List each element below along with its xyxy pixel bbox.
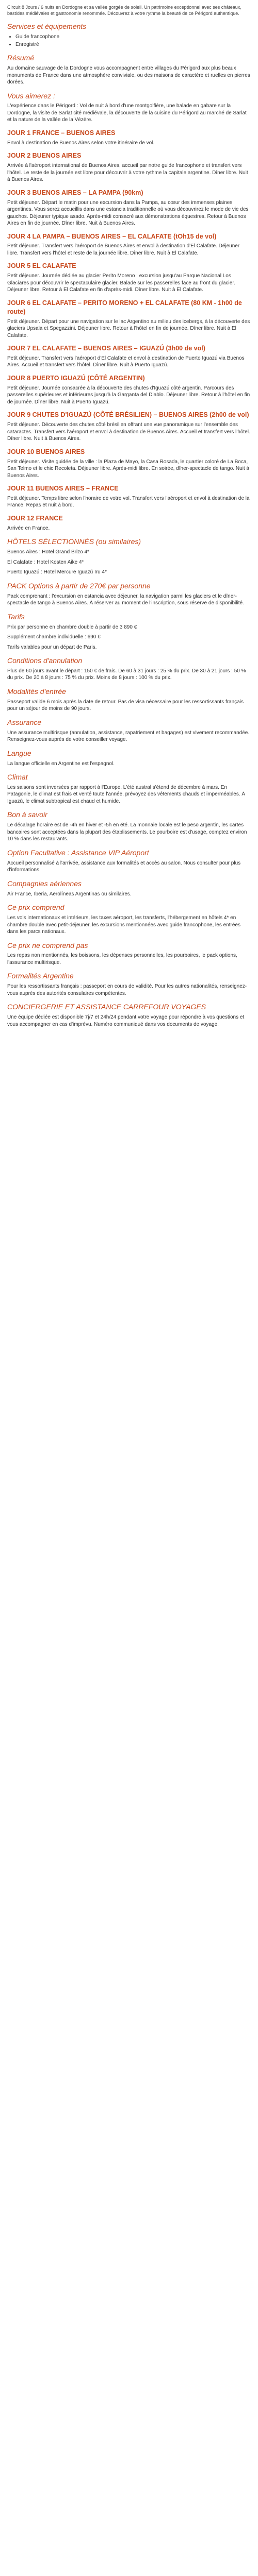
prix-ne-comprend-title: Ce prix ne comprend pas: [7, 941, 88, 950]
day-text: Arrivée en France.: [7, 525, 50, 531]
options-text: Accueil personnalisé à l'arrivée, assistance aux formalités et accès au salon. Nous consulter pour plus d'informations.: [7, 860, 241, 873]
day-12: [7, 514, 251, 532]
services-title: Services et équipements: [7, 22, 87, 31]
resume-text: Au domaine sauvage de la Dordogne vous accompagnent entre villages du Périgord aux plus beaux monuments de France dans une atmosphère conviviale, ou des maisons de caractère et ruelles en pierres dorées.: [7, 65, 250, 86]
day-8: [7, 374, 251, 405]
day-title: JOUR 6 EL CALAFATE – PERITO MORENO + EL CALAFATE (80 KM - 1h00 de route): [7, 299, 242, 315]
day-text: Arrivée à l'aéroport international de Buenos Aires, accueil par notre guide francophone et transfert vers l'hôtel. Le reste de la journée est libre pour découvrir à votre rythme la capitale argentine. Dîner libre. Nuit à Buenos Aires.: [7, 163, 248, 183]
day-4: [7, 232, 251, 257]
pack-text: Pack comprenant : l'excursion en estancia avec déjeuner, la navigation parmi les glaciers et le dîner-spectacle de tango à Buenos Aires. À réserver au moment de l'inscription, sous réserve de disponibilité.: [7, 593, 244, 606]
service-item: • Guide francophone: [15, 33, 251, 41]
langue-text: La langue officielle en Argentine est l'espagnol.: [7, 760, 115, 767]
formalites-text: Pour les ressortissants français : passeport en cours de validité. Pour les autres nationalités, renseignez-vous auprès des autorités consulaires compétentes.: [7, 984, 247, 996]
day-title: JOUR 4 LA PAMPA – BUENOS AIRES – EL CALAFATE (tOh15 de vol): [7, 232, 217, 240]
day-text: Petit déjeuner. Découverte des chutes côté brésilien offrant une vue panoramique sur l'ensemble des cataractes. Transfert vers l'aéroport et envol à destination de Buenos Aires. Accueil et transfert vers l'hôtel. Dîner libre. Nuit à Buenos Aires.: [7, 422, 250, 442]
assurance-title: Assurance: [7, 718, 42, 726]
conditions-text: Plus de 60 jours avant le départ : 150 € de frais. De 60 à 31 jours : 25 % du prix. De 30 à 21 jours : 50 % du prix. De 20 à 8 jours : 75 % du prix. Moins de 8 jours : 100 % du prix.: [7, 668, 246, 681]
services-list: [7, 33, 251, 48]
day-title: JOUR 10 BUENOS AIRES: [7, 448, 85, 455]
day-title: JOUR 5 EL CALAFATE: [7, 262, 76, 270]
day-10: [7, 448, 251, 479]
day-text: Petit déjeuner. Transfert vers l'aéroport d'El Calafate et envol à destination de Puerto Iguazú via Buenos Aires. Accueil et transfert vers l'hôtel. Dîner libre. Nuit à Puerto Iguazú.: [7, 355, 245, 368]
itinerary: [7, 129, 251, 532]
day-text: Petit déjeuner. Transfert vers l'aéroport de Buenos Aires et envol à destination d'El Calafate. Déjeuner libre. Transfert vers l'hôtel et reste de la journée libre. Dîner libre. Nuit à El Calafate.: [7, 243, 240, 256]
day-title: JOUR 8 PUERTO IGUAZÚ (CÔTÉ ARGENTIN): [7, 374, 145, 382]
resume-title: Résumé: [7, 54, 35, 62]
langue-title: Langue: [7, 749, 31, 757]
conciergerie-title: CONCIERGERIE ET ASSISTANCE CARREFOUR VOYAGES: [7, 1003, 206, 1011]
tarifs-line: Prix par personne en chambre double à partir de 3 890 €: [7, 624, 137, 630]
intro-text: Circuit 8 Jours / 6 nuits en Dordogne et sa vallée gorgée de soleil. Un patrimoine exceptionnel avec ses châteaux, bastides médiévales et gastronomie renommée. Découvrez à votre rythme la beauté de ce Périgord authentique.: [7, 5, 241, 16]
day-text: Petit déjeuner. Journée dédiée au glacier Perito Moreno : excursion jusqu'au Parque Nacional Los Glaciares pour découvrir le spectaculaire glacier. Balade sur les passerelles face au front du glacier. Déjeuner libre. Retour à El Calafate en fin d'après-midi. Dîner libre. Nuit à El Calafate.: [7, 273, 235, 293]
compagnies-text: Air France, Iberia, Aerolíneas Argentinas ou similaires.: [7, 891, 132, 897]
day-9: [7, 411, 251, 442]
conciergerie-text: Une équipe dédiée est disponible 7j/7 et 24h/24 pendant votre voyage pour répondre à vos questions et vous accompagner en cas d'imprévu. Numéro communiqué dans vos documents de voyage.: [7, 1014, 245, 1027]
day-title: JOUR 1 FRANCE – BUENOS AIRES: [7, 129, 116, 137]
day-title: JOUR 12 FRANCE: [7, 514, 63, 522]
modalites-title: Modalités d'entrée: [7, 687, 66, 696]
day-title: JOUR 11 BUENOS AIRES – FRANCE: [7, 485, 119, 493]
hotels-line: Puerto Iguazú : Hotel Mercure Iguazú Iru 4*: [7, 569, 107, 575]
conditions-title: Conditions d'annulation: [7, 656, 83, 665]
hotels-title: HÔTELS SÉLECTIONNÉS (ou similaires): [7, 537, 141, 546]
tarifs-line: Tarifs valables pour un départ de Paris.: [7, 644, 97, 650]
day-title: JOUR 9 CHUTES D'IGUAZÚ (CÔTÉ BRÉSILIEN) – BUENOS AIRES (2h00 de vol): [7, 411, 249, 419]
day-text: Envol à destination de Buenos Aires selon votre itinéraire de vol.: [7, 140, 155, 146]
day-title: JOUR 3 BUENOS AIRES – LA PAMPA (90km): [7, 189, 143, 196]
day-11: [7, 484, 251, 509]
day-6: [7, 299, 251, 339]
day-5: [7, 262, 251, 293]
prix-comprend-text: Les vols internationaux et intérieurs, les taxes aéroport, les transferts, l'hébergement en hôtels 4* en chambre double avec petit-déjeuner, les excursions mentionnées avec guide francophone, les entrées dans les parcs nationaux.: [7, 915, 240, 935]
hotels-line: El Calafate : Hotel Kosten Aike 4*: [7, 559, 84, 565]
options-title: Option Facultative : Assistance VIP Aéroport: [7, 848, 149, 857]
day-title: JOUR 7 EL CALAFATE – BUENOS AIRES – IGUAZÚ (3h00 de vol): [7, 345, 205, 352]
day-7: [7, 344, 251, 369]
hotels-line: Buenos Aires : Hotel Grand Brizo 4*: [7, 549, 89, 555]
prix-comprend-title: Ce prix comprend: [7, 903, 64, 912]
prix-ne-comprend-text: Les repas non mentionnés, les boissons, les dépenses personnelles, les pourboires, le pack options, l'assurance multirisque.: [7, 953, 237, 965]
climat-text: Les saisons sont inversées par rapport à l'Europe. L'été austral s'étend de décembre à mars. En Patagonie, le climat est frais et venté toute l'année, prévoyez des vêtements chauds et imperméables. À Iguazú, le climat subtropical est chaud et humide.: [7, 784, 246, 804]
day-2: [7, 151, 251, 183]
service-item: • Enregistré: [15, 41, 251, 48]
modalites-text: Passeport valide 6 mois après la date de retour. Pas de visa nécessaire pour les ressortissants français pour un séjour de moins de 90 jours.: [7, 699, 244, 712]
day-text: Petit déjeuner. Visite guidée de la ville : la Plaza de Mayo, la Casa Rosada, le quartier coloré de La Boca, San Telmo et le chic Recoleta. Déjeuner libre. Après-midi libre. En soirée, dîner-spectacle de tango. Nuit à Buenos Aires.: [7, 459, 249, 479]
vous-aimerez-text: L'expérience dans le Périgord : Vol de nuit à bord d'une montgolfière, une balade en gabare sur la Dordogne, la visite de Sarlat cité médiévale, la découverte de la cuisine du Périgord au marché de Sarlat et la nature de la vallée de la Vézère.: [7, 103, 247, 123]
page-container: [0, 0, 258, 1037]
formalites-title: Formalités Argentine: [7, 972, 74, 980]
day-text: Petit déjeuner. Temps libre selon l'horaire de votre vol. Transfert vers l'aéroport et envol à destination de la France. Repas et nuit à bord.: [7, 495, 250, 509]
climat-title: Climat: [7, 773, 28, 782]
day-3: [7, 189, 251, 227]
day-text: Petit déjeuner. Journée consacrée à la découverte des chutes d'Iguazú côté argentin. Parcours des passerelles supérieures et inférieures jusqu'à la Garganta del Diablo. Déjeuner libre. Retour à l'hôtel en fin de journée. Dîner libre. Nuit à Puerto Iguazú.: [7, 385, 250, 405]
vous-aimerez-title: Vous aimerez :: [7, 91, 55, 100]
day-text: Petit déjeuner. Départ pour une navigation sur le lac Argentino au milieu des icebergs, à la découverte des glaciers Upsala et Spegazzini. Déjeuner libre. Retour à l'hôtel en fin de journée. Dîner libre. Nuit à El Calafate.: [7, 318, 250, 338]
bon-savoir-text: Le décalage horaire est de -4h en hiver et -5h en été. La monnaie locale est le peso argentin, les cartes bancaires sont acceptées dans la plupart des établissements. Le pourboire est d'usage, comptez environ 10 % dans les restaurants.: [7, 822, 247, 842]
tarifs-title: Tarifs: [7, 612, 25, 621]
day-title: JOUR 2 BUENOS AIRES: [7, 152, 82, 160]
pack-title: PACK Options à partir de 270€ par personne: [7, 581, 151, 590]
bon-savoir-title: Bon à savoir: [7, 810, 47, 819]
tarifs-line: Supplément chambre individuelle : 690 €: [7, 634, 101, 640]
day-1: [7, 129, 251, 146]
compagnies-title: Compagnies aériennes: [7, 879, 82, 888]
assurance-text: Une assurance multirisque (annulation, assistance, rapatriement et bagages) est vivement recommandée. Renseignez-vous auprès de votre conseiller voyage.: [7, 730, 250, 743]
day-text: Petit déjeuner. Départ le matin pour une excursion dans la Pampa, au cœur des immenses plaines argentines. Vous serez accueillis dans une estancia traditionnelle où vous découvrirez le mode de vie des gauchos. Déjeuner typique asado. Après-midi consacré aux démonstrations équestres. Retour à Buenos Aires en fin de journée. Dîner libre. Nuit à Buenos Aires.: [7, 199, 249, 227]
